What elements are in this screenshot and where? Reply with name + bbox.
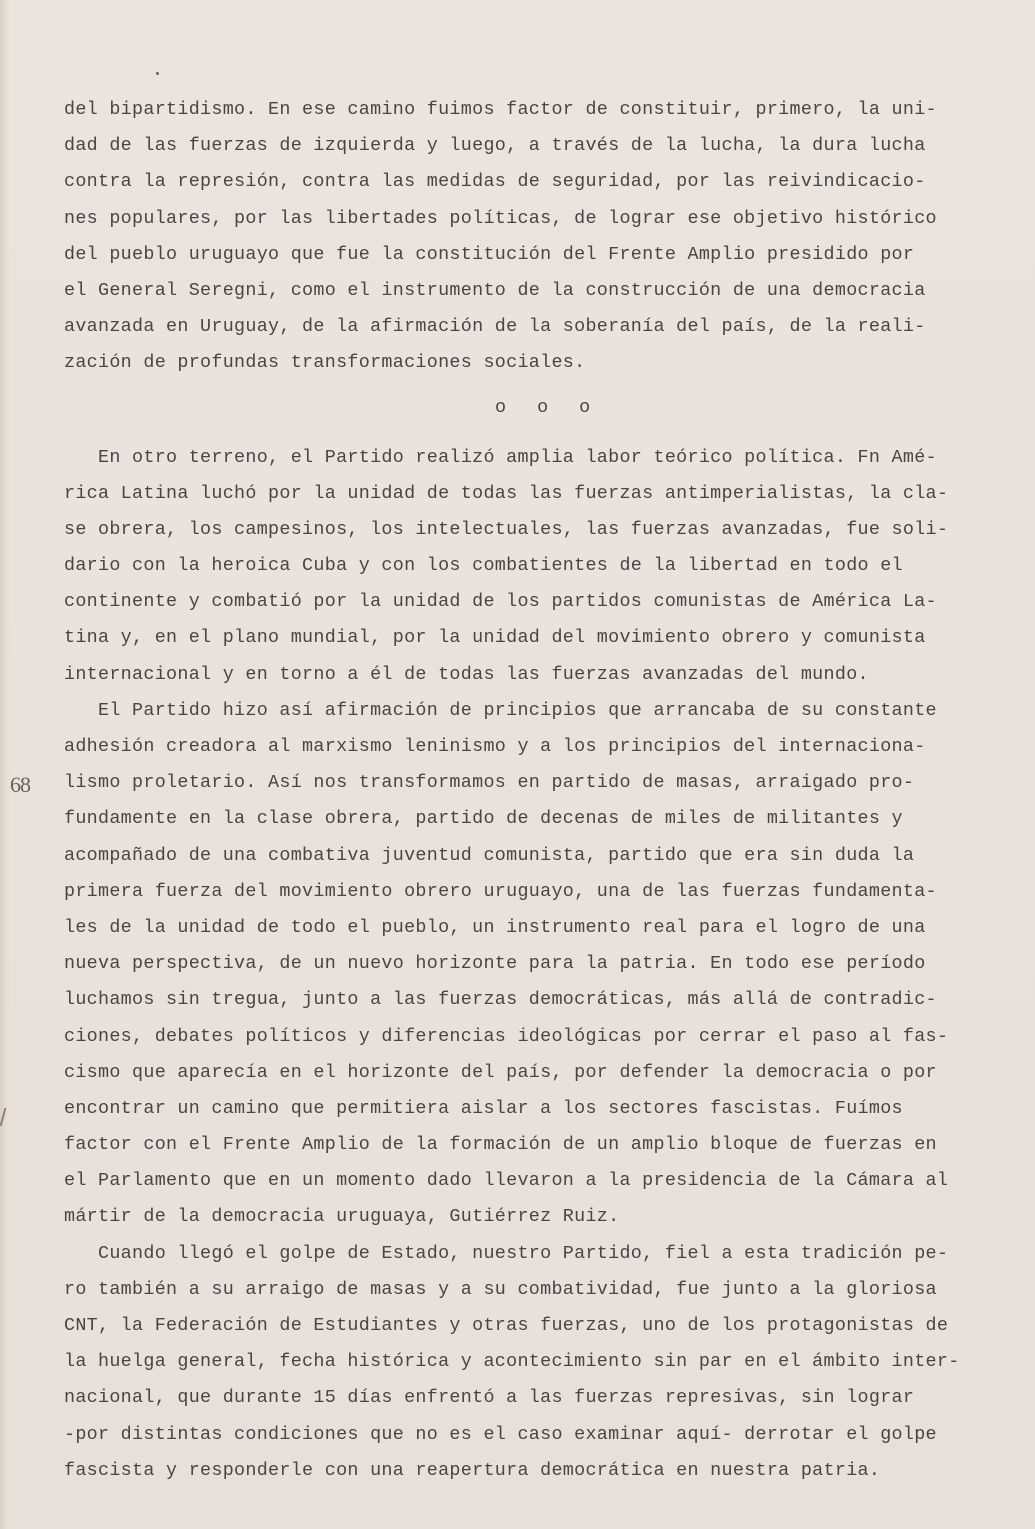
margin-page-number: 68 [10,772,30,797]
text-line: el Parlamento que en un momento dado llevaron a la presidencia de la Cámara al [64,1170,949,1192]
text-line: CNT, la Federación de Estudiantes y otras fuerzas, uno de los protagonistas de [64,1315,949,1336]
text-line: ciones, debates políticos y diferencias ideológicas por cerrar el paso al fas- [64,1025,949,1047]
text-line: mártir de la democracia uruguaya, Gutiérrez Ruiz. [64,1206,620,1228]
text-line: Cuando llegó el golpe de Estado, nuestro Partido, fiel a esta tradición pe- [64,1242,949,1264]
text-line: nueva perspectiva, de un nuevo horizonte para la patria. En todo ese período [64,953,926,975]
text-line: dario con la heroica Cuba y con los combatientes de la libertad en todo el [64,555,903,577]
text-line: nes populares, por las libertades políticas, de lograr ese objetivo histórico [64,207,937,229]
text-line: dad de las fuerzas de izquierda y luego, a través de la lucha, la dura lucha [64,135,926,157]
text-line: El Partido hizo así afirmación de principios que arrancaba de su constante [64,699,937,721]
text-line: lismo proletario. Así nos transformamos en partido de masas, arraigado pro- [64,772,915,794]
text-line: rica Latina luchó por la unidad de todas las fuerzas antimperialistas, la cla- [64,482,949,504]
text-line: del pueblo uruguayo que fue la constitución del Frente Amplio presidido por [64,243,915,265]
text-line: -por distintas condiciones que no es el caso examinar aquí- derrotar el golpe [64,1423,937,1445]
text-line: acompañado de una combativa juventud comunista, partido que era sin duda la [64,844,915,866]
text-line: cismo que aparecía en el horizonte del país, por defender la democracia o por [64,1061,937,1083]
text-line: encontrar un camino que permitiera aislar a los sectores fascistas. Fuímos [64,1097,903,1119]
text-line: factor con el Frente Amplio de la formación de un amplio bloque de fuerzas en [64,1134,937,1156]
section-separator: o o o [495,396,601,418]
text-line: la huelga general, fecha histórica y acontecimiento sin par en el ámbito inter- [64,1351,960,1373]
text-line: En otro terreno, el Partido realizó amplia labor teórico política. Fn Amé- [64,446,937,468]
text-line: tina y, en el plano mundial, por la unidad del movimiento obrero y comunista [64,627,926,649]
text-line: internacional y en torno a él de todas las fuerzas avanzadas del mundo. [64,663,869,685]
text-line: ro también a su arraigo de masas y a su combatividad, fue junto a la gloriosa [64,1278,937,1300]
text-line: nacional, que durante 15 días enfrentó a las fuerzas represivas, sin lograr [64,1387,915,1409]
ink-dot [156,72,159,75]
text-line: adhesión creadora al marxismo leninismo y a los principios del internaciona- [64,736,926,757]
text-line: fundamente en la clase obrera, partido de decenas de miles de militantes y [64,808,903,830]
text-line: avanzada en Uruguay, de la afirmación de la soberanía del país, de la reali- [64,316,926,338]
text-line: les de la unidad de todo el pueblo, un instrumento real para el logro de una [64,916,926,938]
text-line: el General Seregni, como el instrumento de la construcción de una democracia [64,279,926,301]
text-line: contra la represión, contra las medidas de seguridad, por las reivindicacio- [64,171,926,193]
text-line: del bipartidismo. En ese camino fuimos factor de constituir, primero, la uni- [64,99,937,120]
text-line: continente y combatió por la unidad de los partidos comunistas de América La- [64,591,937,613]
page-left-edge [0,0,10,1529]
typewritten-text-body [64,92,999,1489]
text-line: se obrera, los campesinos, los intelectuales, las fuerzas avanzadas, fue soli- [64,518,949,540]
text-line: luchamos sin tregua, junto a las fuerzas democráticas, más allá de contradic- [64,989,937,1011]
text-line: zación de profundas transformaciones sociales. [64,352,586,374]
text-line: fascista y responderle con una reapertura democrática en nuestra patria. [64,1459,881,1481]
text-line: primera fuerza del movimiento obrero uruguayo, una de las fuerzas fundamenta- [64,880,937,902]
